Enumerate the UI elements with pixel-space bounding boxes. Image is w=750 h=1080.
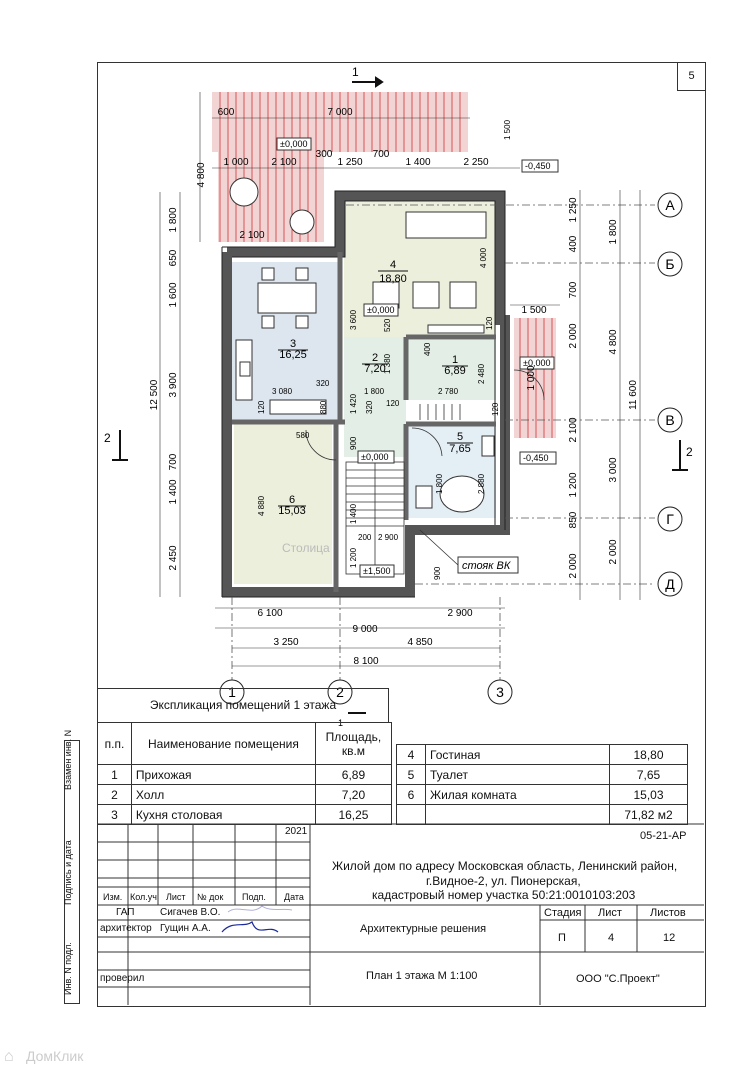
dim-right2-2000: 2 000 [608,539,619,565]
dim-top-700: 700 [372,149,390,160]
dim-left-700: 700 [168,453,179,471]
row-name: Гостиная [426,745,610,765]
dim-left-4800: 4 800 [196,162,207,188]
dim-left-3900: 3 900 [168,372,179,398]
room-2-num: 2 [371,352,379,364]
level-side-porch: ±0,000 [523,358,551,368]
row-name: Прихожая [131,765,315,785]
axis-v: В [665,412,675,428]
dim-left-2450: 2 450 [168,545,179,571]
signature-gap [228,906,292,912]
dim-bottom-3250: 3 250 [273,637,299,648]
dim-terrace-2100: 2 100 [239,230,265,241]
room-3-num: 3 [289,338,297,350]
level-terrace: ±0,000 [280,139,308,149]
plan-watermark: Столица [282,541,330,555]
stamp-sheets-header: Листов [650,907,686,919]
stamp-company: ООО "С.Проект" [576,973,660,985]
room-5-num: 5 [456,431,464,443]
dim-inner-1800: 1 800 [364,387,385,396]
room-6-num: 6 [288,494,296,506]
dim-inner-120b: 120 [257,400,266,414]
room-6-area: 15,03 [278,505,306,517]
dim-inner-1420: 1 420 [349,393,358,414]
level-porch: -0,450 [525,161,551,171]
section-mark-bottom: 1 [338,718,344,728]
dim-right-1200: 1 200 [568,472,579,498]
section-mark-top: 1 [352,65,359,79]
dim-right2-1800: 1 800 [608,219,619,245]
domklik-text: ДомКлик [26,1048,84,1064]
dim-right-1500: 1 500 [521,305,547,316]
row-area: 7,20 [315,785,391,805]
axis-d: Д [665,576,675,592]
dim-inner-320b: 320 [365,400,374,414]
row-num: 2 [98,785,132,805]
explication-title: Экспликация помещений 1 этажа [149,698,337,712]
stamp-plan-title: План 1 этажа М 1:100 [366,970,478,982]
dim-inner-1500: 1 500 [503,119,512,140]
dim-right-total: 11 600 [628,380,639,410]
stamp-stage: П [558,932,566,944]
dim-right-850: 850 [568,511,579,529]
level-stair: ±1,500 [363,566,391,576]
room-1-area: 6,89 [444,365,466,377]
stamp-cadastral: кадастровый номер участка 50:21:0010103:203 [372,888,636,902]
level-living: ±0,000 [367,305,395,315]
header-area: Площадь, кв.м [315,723,391,765]
dim-inner-2780: 2 780 [438,387,459,396]
dim-inner-3600: 3 600 [349,309,358,330]
domklik-logo-icon: ⌂ [4,1048,14,1065]
dim-right2-3000: 3 000 [608,457,619,483]
dim-inner-900b: 900 [433,566,442,580]
dim-inner-120d: 120 [491,402,500,416]
stamp-address2: г.Видное-2, ул. Пионерская, [426,874,581,888]
dim-top-300: 300 [315,149,333,160]
dim-right-1000: 1 000 [526,365,537,391]
axis-g: Г [666,511,674,527]
stamp-section: Архитектурные решения [360,923,487,935]
room-4-area: 18,80 [379,273,407,285]
row-num: 5 [397,765,426,785]
row-area: 18,80 [610,745,688,765]
dim-right-2000a: 2 000 [568,323,579,349]
domklik-watermark [0,1040,160,1080]
dim-bottom-6100: 6 100 [257,608,283,619]
col-doc: № док [197,892,224,902]
dim-top-1400: 1 400 [405,157,431,168]
dim-top-2100: 2 100 [271,157,297,168]
stamp-code: 05-21-АР [640,830,687,842]
sheet-number: 5 [677,62,705,91]
row-name: Жилая комната [426,785,610,805]
dim-inner-880: 880 [319,400,328,414]
room-3-area: 16,25 [279,349,307,361]
row-area: 6,89 [315,765,391,785]
row-num: 3 [98,805,132,825]
dim-inner-580: 580 [296,431,310,440]
room-4-num: 4 [389,259,397,271]
col-list: Лист [166,892,186,902]
name-arch: Гущин А.А. [160,923,211,934]
section-mark-right: 2 [686,445,693,459]
col-izm: Изм. [103,892,123,902]
col-kol: Кол.уч [130,892,157,902]
dim-right-700: 700 [568,281,579,299]
dim-bottom-9000: 9 000 [352,624,378,635]
room-5-area: 7,65 [449,443,471,455]
dim-inner-900a: 900 [349,436,358,450]
axis-3: 3 [496,684,504,700]
dim-right-2100: 2 100 [568,417,579,443]
dim-top-600: 600 [217,107,235,118]
row-name: Кухня столовая [131,805,315,825]
dim-inner-4000: 4 000 [479,247,488,268]
room-1-num: 1 [451,354,459,366]
row-area: 15,03 [610,785,688,805]
total-area: 71,82 м2 [610,805,688,825]
stamp-year: 2021 [285,826,308,837]
side-label-sign: Подпись и дата [63,840,73,905]
dim-inner-120a: 120 [485,316,494,330]
dim-right-2000b: 2 000 [568,553,579,579]
dim-top-1000: 1 000 [223,157,249,168]
row-num: 1 [98,765,132,785]
level-hall: ±0,000 [361,452,389,462]
axis-b: Б [665,256,675,272]
dim-inner-320: 320 [316,379,330,388]
axis-a: А [665,197,675,213]
row-area: 7,65 [610,765,688,785]
row-area: 16,25 [315,805,391,825]
dim-inner-3080: 3 080 [272,387,293,396]
stamp-sheet-header: Лист [598,907,622,919]
dim-right-400: 400 [568,235,579,253]
dim-inner-1800b: 1 800 [435,473,444,494]
dim-left-1600: 1 600 [168,282,179,308]
dim-inner-2480: 2 480 [477,363,486,384]
role-arch: архитектор [100,923,152,934]
dim-inner-1200: 1 200 [349,547,358,568]
header-name: Наименование помещения [131,723,315,765]
role-check: проверил [100,973,145,984]
stamp-stage-header: Стадия [544,907,582,919]
dim-bottom-2900: 2 900 [447,608,473,619]
dim-left-total: 12 500 [149,379,160,411]
axis-1: 1 [228,684,236,700]
name-gap: Сигачев В.О. [160,907,221,918]
row-name: Холл [131,785,315,805]
stamp-address: Жилой дом по адресу Московская область, Ленинский район, [332,859,678,873]
axis-2: 2 [336,684,344,700]
dim-inner-1380: 1 380 [383,353,392,374]
row-name: Туалет [426,765,610,785]
role-gap: ГАП [116,907,135,918]
level-side-porch-low: -0,450 [523,453,549,463]
room-2-area: 7,20 [364,363,386,375]
dim-right2-4800: 4 800 [608,329,619,355]
dim-inner-2900: 2 900 [378,533,399,542]
stamp-sheet: 4 [608,932,615,944]
dim-inner-520: 520 [383,318,392,332]
dim-inner-4880: 4 880 [257,495,266,516]
row-num: 6 [397,785,426,805]
dim-inner-1400: 1 400 [349,503,358,524]
side-label-inv: Инв. N подл. [63,942,73,995]
dim-bottom-8100: 8 100 [353,656,379,667]
section-mark-left: 2 [104,431,111,445]
dim-left-1800: 1 800 [168,207,179,233]
signature-arch [222,922,278,932]
dim-top-1250: 1 250 [337,157,363,168]
dim-inner-120c: 120 [386,399,400,408]
dim-right-1250: 1 250 [568,197,579,223]
riser-label: стояк ВК [462,560,511,572]
dim-top-2250: 2 250 [463,157,489,168]
dim-left-650: 650 [168,249,179,267]
dim-inner-2880: 2 880 [477,473,486,494]
dim-top-total: 7 000 [327,107,353,118]
dim-inner-200: 200 [358,533,372,542]
side-label-replace: Взамен инв. N [63,729,73,790]
row-num: 4 [397,745,426,765]
dim-left-1400: 1 400 [168,479,179,505]
dim-bottom-4850: 4 850 [407,637,433,648]
col-sign: Подп. [242,892,266,902]
stamp-sheets: 12 [663,932,676,944]
header-num: п.п. [98,723,132,765]
dim-inner-400: 400 [423,342,432,356]
col-date: Дата [284,892,304,902]
